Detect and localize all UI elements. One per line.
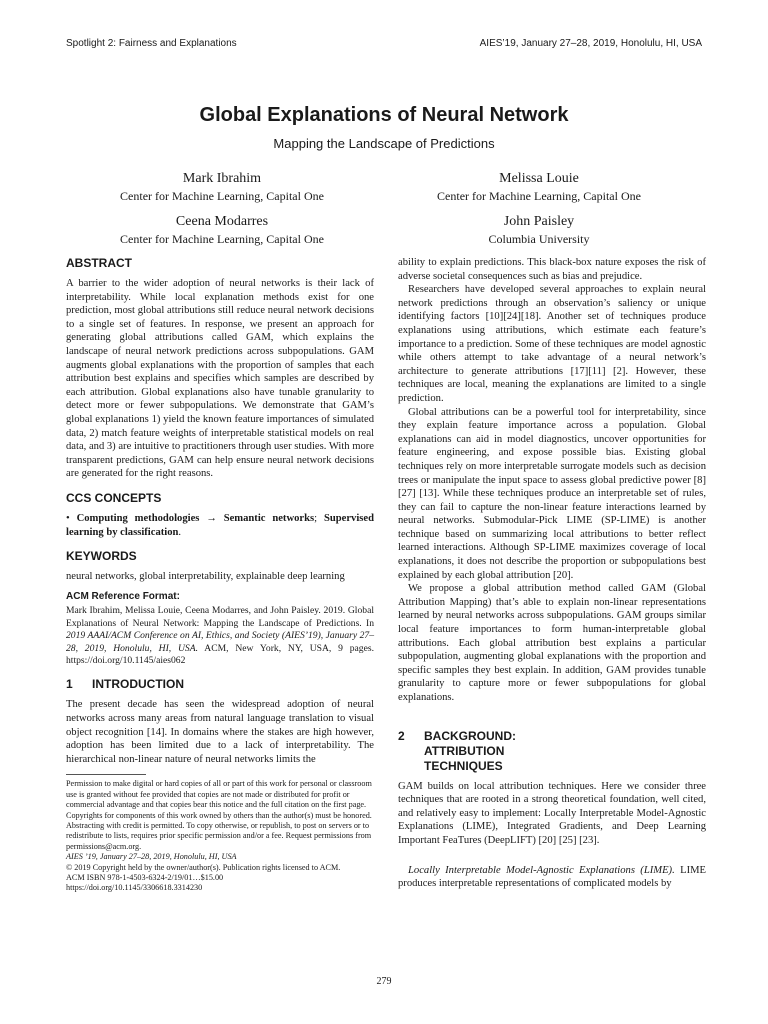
keywords-heading: KEYWORDS — [66, 549, 137, 564]
author-affiliation: Columbia University — [488, 232, 590, 246]
author-affiliation: Center for Machine Learning, Capital One — [437, 189, 641, 203]
paragraph-body: LIME produces interpretable representations of complicated models by — [398, 864, 706, 890]
running-header-left: Spotlight 2: Fairness and Explanations — [66, 38, 237, 49]
footnote — [66, 779, 374, 893]
footnote-isbn: ACM ISBN 978-1-4503-6324-2/19/01…$15.00 — [66, 872, 224, 882]
running-header-right: AIES’19, January 27–28, 2019, Honolulu, HI, USA — [479, 38, 702, 49]
ccs-heading: CCS CONCEPTS — [66, 490, 162, 505]
reference-heading: ACM Reference Format: — [66, 590, 180, 602]
paper-subtitle: Mapping the Landscape of Predictions — [273, 136, 495, 151]
footnote-copyright: © 2019 Copyright held by the owner/author(s). Publication rights licensed to ACM. — [66, 862, 341, 872]
paper-title: Global Explanations of Neural Network — [199, 104, 569, 126]
left-column — [66, 256, 374, 894]
footnote-venue-text: AIES ’19, January 27–28, 2019, Honolulu, HI, USA — [66, 852, 237, 862]
author-name: Ceena Modarres — [175, 214, 269, 229]
author-name: Mark Ibrahim — [182, 171, 262, 186]
background-heading — [398, 729, 706, 774]
author-block-2 — [389, 170, 689, 204]
ccs-concepts — [66, 512, 374, 539]
paragraph: Researchers have developed several approaches to explain neural network predictions through an observation’s saliency or unique identifying factors [10][24][18]. Another set of techniques produce explanations using attributions, which estimate each feature’s importance to a prediction. Some of these techniques are model agnostic while others attempt to take advantage of a neural network’s architecture to generate attributions [17][11] [2]. However, these techniques are local, meaning the explanations are limited to a single prediction. — [398, 284, 706, 404]
section-number: 1 — [66, 677, 73, 692]
author-name: Melissa Louie — [499, 171, 579, 186]
author-block-3 — [72, 213, 372, 247]
abstract-heading: ABSTRACT — [66, 256, 132, 270]
ccs-separator: ; — [314, 512, 324, 524]
intro-text: The present decade has seen the widespread adoption of neural networks across many areas from natural language translation to visual object recognition [14]. In domains where the stakes are high however, adoption has been limited due to a lack of interpretability. The hierarchical non-linear nature of neural networks limits the — [66, 699, 374, 765]
reference-venue: 2019 AAAI/ACM Conference on AI, Ethics, and Society (AIES’19), January 27–28, 2019, Honolulu, HI, USA. — [66, 630, 374, 654]
paragraph: Global attributions can be a powerful tool for interpretability, since they explain feature importance across a population. Global explanations can aid in model diagnostics, uncover opportunities for feature engineering, and expose possible bias. Existing global techniques rely on more interpretable surrogate models such as decision trees or manipulate the input space to assess global predictive power [8] [27] [13]. While these techniques produce an interpretable set of rules, they can fail to capture the non-linear feature interactions learned by neural networks. Submodular-Pick LIME (SP-LIME) is another technique based on summarizing local attributions to better reflect learned interactions. Although SP-LIME maximizes coverage of local explanations, it does not describe the proportion or subpopulations best explained by each global attribution [20]. — [398, 406, 706, 581]
author-block-4 — [389, 213, 689, 247]
paragraph-lead: Locally Interpretable Model-Agnostic Explanations (LIME). — [408, 864, 675, 876]
author-name: John Paisley — [503, 214, 575, 229]
paragraph: GAM builds on local attribution techniques. Here we consider three techniques that are rooted in a strong theoretical foundation, well cited, and relatively easy to implement: Locally Interpretable Model-Agnostic Explanations (LIME), Integrated Gradients, and Deep Learning Important FeaTures (DeepLIFT) [20] [25] [23]. — [398, 780, 706, 846]
reference-part-2: ACM, New York, NY, USA, 9 pages. https://doi.org/10.1145/aies062 — [66, 642, 374, 666]
intro-heading — [66, 677, 374, 692]
ccs-concept-2: Supervised learning by classification — [66, 512, 374, 538]
footnote-permission: Permission to make digital or hard copies of all or part of this work for personal or classroom use is granted without fee provided that copies are not made or distributed for profit or commercial advantage and that copies bear this notice and the full citation on the first page. Copyrights for components of this work owned by others than the author(s) must be honored. Abstracting with credit is permitted. To copy otherwise, or republish, to post on servers or to redistribute to lists, requires prior specific permission and/or a fee. Request permissions from permissions@acm.org. — [66, 779, 372, 851]
section-number: 2 — [398, 728, 405, 743]
reference-text — [66, 605, 374, 667]
ccs-bullet: • — [66, 512, 70, 524]
footnote-doi: https://doi.org/10.1145/3306618.3314230 — [66, 883, 203, 893]
abstract-text: A barrier to the wider adoption of neural networks is their lack of interpretability. While local explanation methods exist for one prediction, most global attributions still reduce neural network decisions to a single set of features. In response, we present an approach for generating global attributions called GAM, which explains the landscape of neural network predictions across subpopulations. GAM augments global explanations with the proportion of samples that each attribution best explains and specifies which samples are described by each attribution. Global explanations also have tunable granularity to detect more or fewer subpopulations. We demonstrate that GAM’s global explanations 1) yield the known feature importances of simulated data, 2) match feature weights of interpretable statistical models on real data, and 3) are intuitive to practitioners through user studies. With more transparent predictions, GAM can help ensure neural network decisions are generated for the right reasons. — [66, 278, 374, 480]
reference-part-1: Mark Ibrahim, Melissa Louie, Ceena Modarres, and John Paisley. 2019. Global Explanations of Neural Network: Mapping the Landscape of Predictions. In — [66, 605, 374, 629]
author-affiliation: Center for Machine Learning, Capital One — [120, 232, 324, 246]
ccs-concept-1: Computing methodologies → Semantic networks — [76, 512, 315, 524]
author-affiliation: Center for Machine Learning, Capital One — [120, 189, 324, 203]
keywords-text: neural networks, global interpretability, explainable deep learning — [66, 571, 345, 583]
section-title: BACKGROUND: ATTRIBUTION TECHNIQUES — [424, 728, 516, 773]
section-title: INTRODUCTION — [92, 677, 184, 692]
paragraph — [398, 864, 706, 891]
page-number: 279 — [376, 976, 392, 987]
paragraph: We propose a global attribution method called GAM (Global Attribution Mapping) that’s able to explain non-linear representations learned by neural networks across subpopulations. GAM groups similar local feature importances to form human-interpretable global attributions. Each global attribution best explains a particular subpopulation, augmenting global explanations with the proportion and specific samples they best explain. In addition, GAM provides tunable granularity to capture more or fewer subpopulations for global explanations. — [398, 583, 706, 703]
paragraph: ability to explain predictions. This black-box nature exposes the risk of adverse societal consequences such as bias and prejudice. — [398, 257, 706, 282]
footnote-divider — [66, 774, 146, 775]
right-column — [398, 256, 706, 891]
footnote-venue — [66, 852, 374, 862]
ccs-end: . — [178, 526, 182, 538]
author-block-1 — [72, 170, 372, 204]
